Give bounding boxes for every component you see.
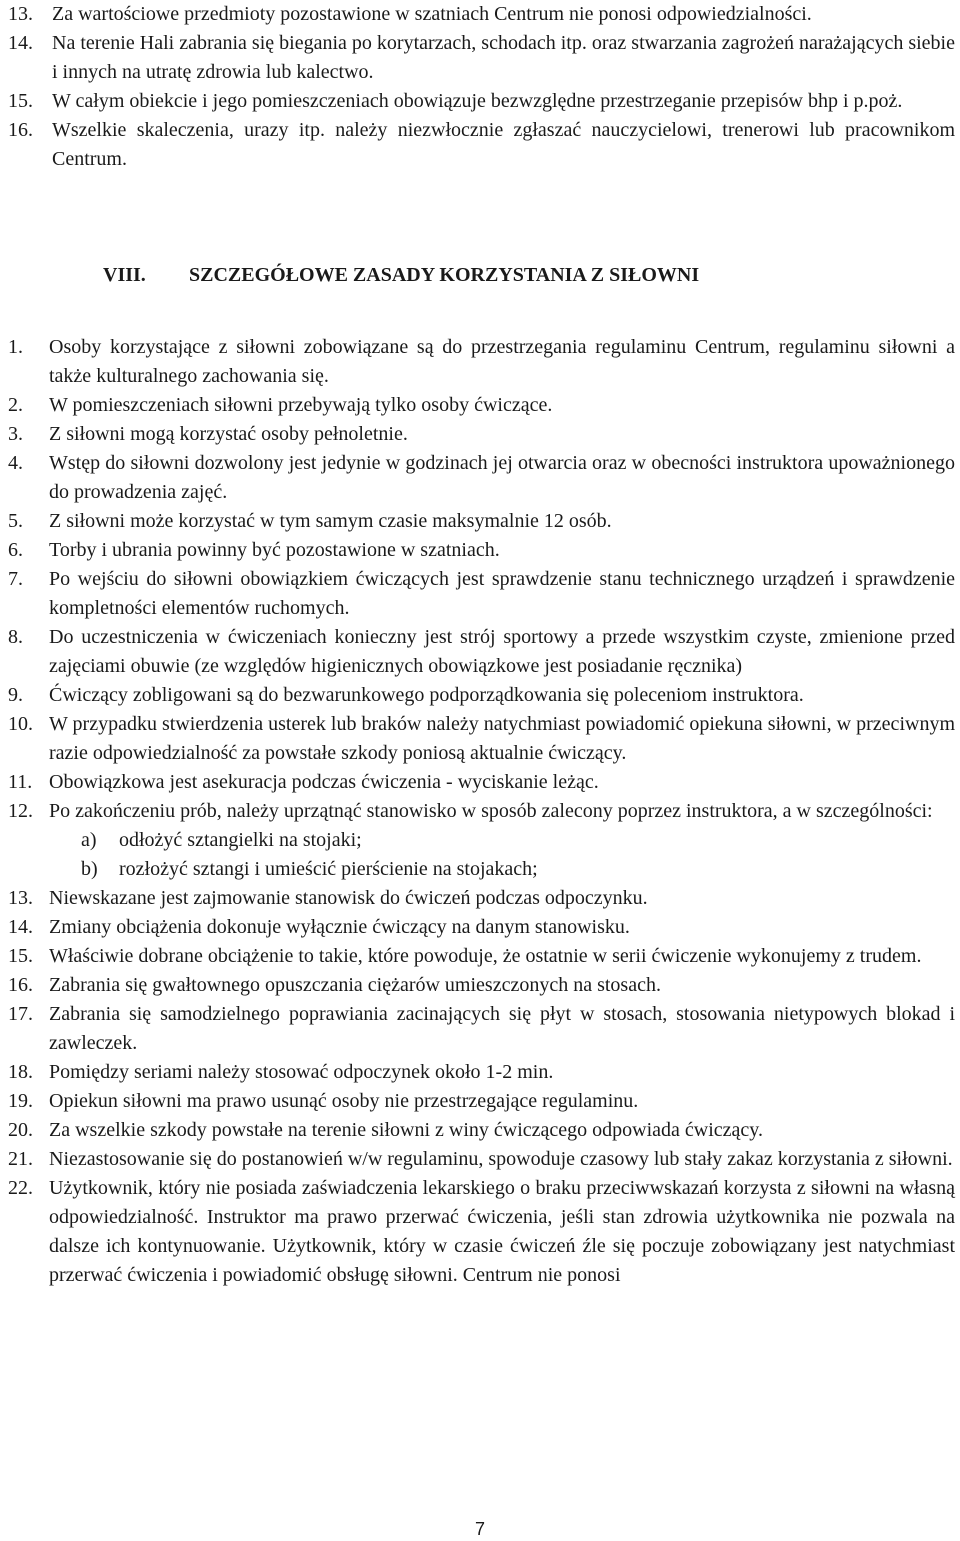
rule-item [0, 391, 955, 420]
page-number: 7 [474, 1519, 485, 1539]
rule-number: 9. [8, 684, 23, 706]
rule-number: 4. [8, 452, 23, 474]
sub-item [0, 855, 960, 884]
sub-item [0, 826, 960, 855]
rule-text: Pomiędzy seriami należy stosować odpoczynek około 1-2 min. [49, 1061, 554, 1083]
rule-number: 12. [8, 800, 33, 822]
sub-item-text: rozłożyć sztangi i umieścić pierścienie na stojakach; [119, 858, 538, 880]
rule-text: Za wszelkie szkody powstałe na terenie siłowni z winy ćwiczącego odpowiada ćwiczący. [49, 1119, 763, 1141]
item-number: 16. [8, 119, 33, 141]
rule-number: 13. [8, 887, 33, 909]
rules-list [0, 333, 960, 1290]
rule-number: 8. [8, 626, 23, 648]
rule-text: Ćwiczący zobligowani są do bezwarunkowego podporządkowania się poleceniom instruktora. [49, 684, 804, 706]
item-number: 15. [8, 90, 33, 112]
rule-item [0, 333, 955, 391]
rule-number: 1. [8, 336, 23, 358]
rule-item [0, 710, 955, 768]
rule-item [0, 420, 955, 449]
list-item [0, 87, 955, 116]
rule-item [0, 623, 955, 681]
rule-item [0, 768, 955, 797]
rule-item [0, 971, 955, 1000]
rule-number: 10. [8, 713, 33, 735]
rule-item [0, 1087, 955, 1116]
rule-number: 16. [8, 974, 33, 996]
sub-item-letter: a) [81, 829, 97, 851]
rule-number: 17. [8, 1003, 33, 1025]
rule-number: 11. [8, 771, 33, 793]
item-text: Na terenie Hali zabrania się biegania po korytarzach, schodach itp. oraz stwarzania zagrożeń narażających siebie i innych na utratę zdrowia lub kalectwo. [52, 32, 955, 83]
rule-text: Wstęp do siłowni dozwolony jest jedynie w godzinach jej otwarcia oraz w obecności instruktora upoważnionego do prowadzenia zajęć. [49, 452, 955, 503]
rule-item [0, 681, 955, 710]
rule-item [0, 1116, 955, 1145]
rule-number: 2. [8, 394, 23, 416]
rule-text: Opiekun siłowni ma prawo usunąć osoby nie przestrzegające regulaminu. [49, 1090, 639, 1112]
rule-text: Niewskazane jest zajmowanie stanowisk do ćwiczeń podczas odpoczynku. [49, 887, 648, 909]
section-title: SZCZEGÓŁOWE ZASADY KORZYSTANIA Z SIŁOWNI [189, 264, 700, 286]
rule-item [0, 797, 955, 826]
rule-item [0, 565, 955, 623]
rule-text: Zmiany obciążenia dokonuje wyłącznie ćwiczący na danym stanowisku. [49, 916, 630, 938]
list-item [0, 116, 955, 174]
rule-number: 7. [8, 568, 23, 590]
rule-item [0, 1000, 955, 1058]
rule-number: 20. [8, 1119, 33, 1141]
rule-number: 22. [8, 1177, 33, 1199]
item-number: 14. [8, 32, 33, 54]
rule-text: Po zakończeniu prób, należy uprzątnąć stanowisko w sposób zalecony poprzez instruktora, a w szczególności: [49, 800, 933, 822]
rule-number: 15. [8, 945, 33, 967]
item-text: Za wartościowe przedmioty pozostawione w szatniach Centrum nie ponosi odpowiedzialności. [52, 3, 812, 25]
rule-text: Torby i ubrania powinny być pozostawione w szatniach. [49, 539, 500, 561]
rule-item [0, 1174, 955, 1290]
rule-number: 5. [8, 510, 23, 532]
rule-number: 21. [8, 1148, 33, 1170]
rule-item [0, 449, 955, 507]
rule-number: 18. [8, 1061, 33, 1083]
rule-item [0, 1058, 955, 1087]
list-item [0, 29, 955, 87]
rule-text: Po wejściu do siłowni obowiązkiem ćwiczących jest sprawdzenie stanu technicznego urządzeń i sprawdzenie kompletności elementów ruchomych. [49, 568, 955, 619]
rule-number: 3. [8, 423, 23, 445]
rule-item [0, 536, 955, 565]
rule-text: Z siłowni mogą korzystać osoby pełnoletnie. [49, 423, 408, 445]
item-text: W całym obiekcie i jego pomieszczeniach obowiązuje bezwzględne przestrzeganie przepisów bhp i p.poż. [52, 90, 903, 112]
rule-item [0, 942, 955, 971]
section-number: VIII. [103, 264, 146, 286]
continued-list [0, 0, 960, 174]
sub-item-text: odłożyć sztangielki na stojaki; [119, 829, 362, 851]
list-item [0, 0, 955, 29]
rule-text: Zabrania się samodzielnego poprawiania zacinających się płyt w stosach, stosowania nietypowych blokad i zawleczek. [49, 1003, 955, 1054]
rule-number: 6. [8, 539, 23, 561]
rule-text: Osoby korzystające z siłowni zobowiązane są do przestrzegania regulaminu Centrum, regulaminu siłowni a także kulturalnego zachowania się. [49, 336, 955, 387]
rule-text: Obowiązkowa jest asekuracja podczas ćwiczenia - wyciskanie leżąc. [49, 771, 599, 793]
rule-text: Do uczestniczenia w ćwiczeniach konieczny jest strój sportowy a przede wszystkim czyste, zmienione przed zajęciami obuwie (ze względów higienicznych obowiązkowe jest posiadanie ręcznika) [49, 626, 955, 677]
rule-text: Właściwie dobrane obciążenie to takie, które powoduje, że ostatnie w serii ćwiczenie wykonujemy z trudem. [49, 945, 922, 967]
rule-number: 19. [8, 1090, 33, 1112]
rule-number: 14. [8, 916, 33, 938]
rule-item [0, 884, 955, 913]
rule-item [0, 507, 955, 536]
rule-item [0, 913, 955, 942]
rule-item [0, 1145, 955, 1174]
item-text: Wszelkie skaleczenia, urazy itp. należy niezwłocznie zgłaszać nauczycielowi, trenerowi lub pracownikom Centrum. [52, 119, 955, 170]
rule-text: W przypadku stwierdzenia usterek lub braków należy natychmiast powiadomić opiekuna siłowni, w przeciwnym razie odpowiedzialność za powstałe szkody poniosą aktualnie ćwiczący. [49, 713, 955, 764]
rule-text: Niezastosowanie się do postanowień w/w regulaminu, spowoduje czasowy lub stały zakaz korzystania z siłowni. [49, 1148, 953, 1170]
rule-text: Użytkownik, który nie posiada zaświadczenia lekarskiego o braku przeciwwskazań korzysta z siłowni na własną odpowiedzialność. Instruktor ma prawo przerwać ćwiczenia, jeśli stan zdrowia użytkownika nie pozwala na dalsze ich kontynuowanie. Użytkownik, który w czasie ćwiczeń źle się poczuje zobowiązany jest natychmiast przerwać ćwiczenia i powiadomić obsługę siłowni. Centrum nie ponosi [49, 1177, 955, 1286]
item-number: 13. [8, 3, 33, 25]
rule-text: W pomieszczeniach siłowni przebywają tylko osoby ćwiczące. [49, 394, 553, 416]
rule-text: Zabrania się gwałtownego opuszczania ciężarów umieszczonych na stosach. [49, 974, 661, 996]
rule-text: Z siłowni może korzystać w tym samym czasie maksymalnie 12 osób. [49, 510, 612, 532]
sub-item-letter: b) [81, 858, 98, 880]
